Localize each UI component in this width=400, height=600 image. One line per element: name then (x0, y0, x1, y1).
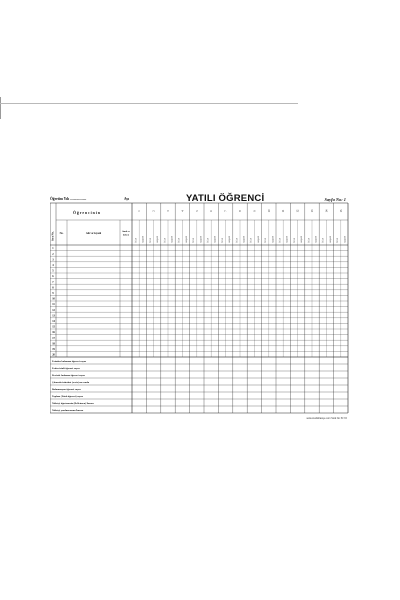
sub-header-ogle: ÖĞLE (236, 237, 239, 243)
sub-header-ogle: ÖĞLE (308, 237, 311, 243)
sub-header-aksam: AKŞAM (344, 236, 347, 243)
row-number-3: 3 (52, 258, 54, 262)
row-number-11: 11 (52, 303, 55, 307)
sub-header-aksam: AKŞAM (157, 236, 160, 243)
row-number-13: 13 (52, 314, 55, 318)
sayfa-no-label: Sayfa No: 1 (324, 197, 346, 202)
ogrencinin-header: Ö ğ r e n c i n i n (73, 211, 100, 215)
sub-header-aksam: AKŞAM (185, 236, 188, 243)
sub-header-aksam: AKŞAM (142, 236, 145, 243)
sub-header-ogle: ÖĞLE (193, 237, 196, 243)
row-number-20: 20 (52, 353, 55, 357)
sub-header-ogle: ÖĞLE (149, 237, 152, 243)
page-edge-line (0, 103, 298, 104)
row-number-8: 8 (52, 286, 54, 290)
attendance-grid (50, 193, 350, 425)
summary-row-label: Bulunmayan öğrenci sayısı (52, 387, 81, 391)
summary-row-label: Nöbetçi yardımcısının İmzası (52, 408, 84, 412)
grid-text (52, 209, 347, 412)
row-number-14: 14 (52, 320, 55, 323)
sub-header-ogle: ÖĞLE (337, 237, 340, 243)
row-number-19: 19 (52, 348, 55, 351)
sub-header-aksam: AKŞAM (171, 236, 174, 243)
sub-header-aksam: AKŞAM (229, 236, 232, 243)
day-header-12: 12 (296, 209, 300, 213)
sub-header-aksam: AKŞAM (243, 236, 246, 243)
row-number-5: 5 (52, 269, 54, 273)
day-header-1: 1 (138, 210, 142, 212)
ogretim-yili-label: Öğretim Yılı .................. (50, 197, 87, 201)
footer-text: www.studkirtasiye.com Stok No: B-YO (306, 417, 347, 420)
sub-header-aksam: AKŞAM (257, 236, 260, 243)
day-header-11: 11 (282, 209, 286, 213)
sub-header-ogle: ÖĞLE (207, 237, 210, 243)
row-number-18: 18 (52, 342, 55, 346)
sub-header-ogle: ÖĞLE (178, 237, 181, 243)
row-number-4: 4 (52, 264, 54, 267)
sub-header-ogle: ÖĞLE (279, 237, 282, 243)
adi-soyadi-header: Adı ve Soyadı (85, 232, 102, 235)
sub-header-aksam: AKŞAM (329, 236, 332, 243)
form-title: YATILI ÖĞRENCİ (186, 193, 265, 204)
day-header-8: 8 (239, 210, 242, 212)
row-number-7: 7 (52, 280, 54, 284)
sub-header-aksam: AKŞAM (315, 236, 318, 243)
sub-header-aksam: AKŞAM (301, 236, 304, 243)
row-number-12: 12 (52, 308, 55, 312)
sub-header-ogle: ÖĞLE (322, 237, 325, 243)
summary-row-label: Çıkarıda istirahat (revir) mevcudu (52, 380, 90, 384)
day-header-3: 3 (167, 210, 170, 212)
sub-header-ogle: ÖĞLE (135, 237, 138, 243)
day-header-7: 7 (224, 210, 228, 212)
sub-header-aksam: AKŞAM (286, 236, 289, 243)
sub-header-ogle: ÖĞLE (250, 237, 253, 243)
sub-header-aksam: AKŞAM (214, 236, 217, 243)
no-header: No. (59, 232, 64, 235)
day-header-10: 10 (267, 209, 271, 213)
sub-header-aksam: AKŞAM (200, 236, 203, 243)
day-header-2: 2 (152, 210, 156, 212)
sira-no-header: Sıra No. (51, 231, 55, 241)
day-header-5: 5 (195, 210, 199, 212)
day-header-13: 13 (311, 209, 314, 213)
day-header-14: 14 (325, 209, 329, 213)
sinifi-header: Sınıfı ve (122, 231, 130, 233)
summary-row-label: Evinden bulunanı öğrenci sayısı (52, 359, 87, 363)
row-number-1: 1 (52, 247, 54, 251)
ay-label: Ayı (124, 197, 130, 201)
row-number-15: 15 (52, 325, 55, 329)
row-number-6: 6 (52, 275, 54, 279)
sub-header-ogle: ÖĞLE (221, 237, 224, 243)
sub-header-aksam: AKŞAM (272, 236, 275, 243)
row-number-9: 9 (52, 292, 54, 295)
summary-row-label: Evden izinli öğrenci sayısı (52, 366, 80, 370)
summary-row-label: Revirde bulunan öğrenci sayısı (52, 373, 85, 377)
row-number-16: 16 (52, 331, 55, 335)
day-header-9: 9 (253, 210, 257, 212)
sub-header-ogle: ÖĞLE (265, 237, 268, 243)
day-header-6: 6 (210, 210, 214, 212)
yatili-ogrenci-form (50, 193, 350, 423)
row-number-17: 17 (52, 336, 55, 340)
summary-row-label: Nöbetçi öğretmenin (Belletmen) İmzası (52, 401, 94, 405)
row-number-2: 2 (52, 252, 54, 256)
sub-header-ogle: ÖĞLE (293, 237, 296, 243)
summary-row-label: Toplam (Yatılı öğrenci) sayısı (52, 394, 84, 398)
page-edge-tick (0, 97, 1, 119)
day-header-15: 15 (339, 209, 343, 213)
day-header-4: 4 (181, 210, 185, 212)
row-number-10: 10 (52, 297, 55, 301)
subesi-header: Şubesi (122, 234, 130, 237)
sub-header-ogle: ÖĞLE (164, 237, 167, 243)
